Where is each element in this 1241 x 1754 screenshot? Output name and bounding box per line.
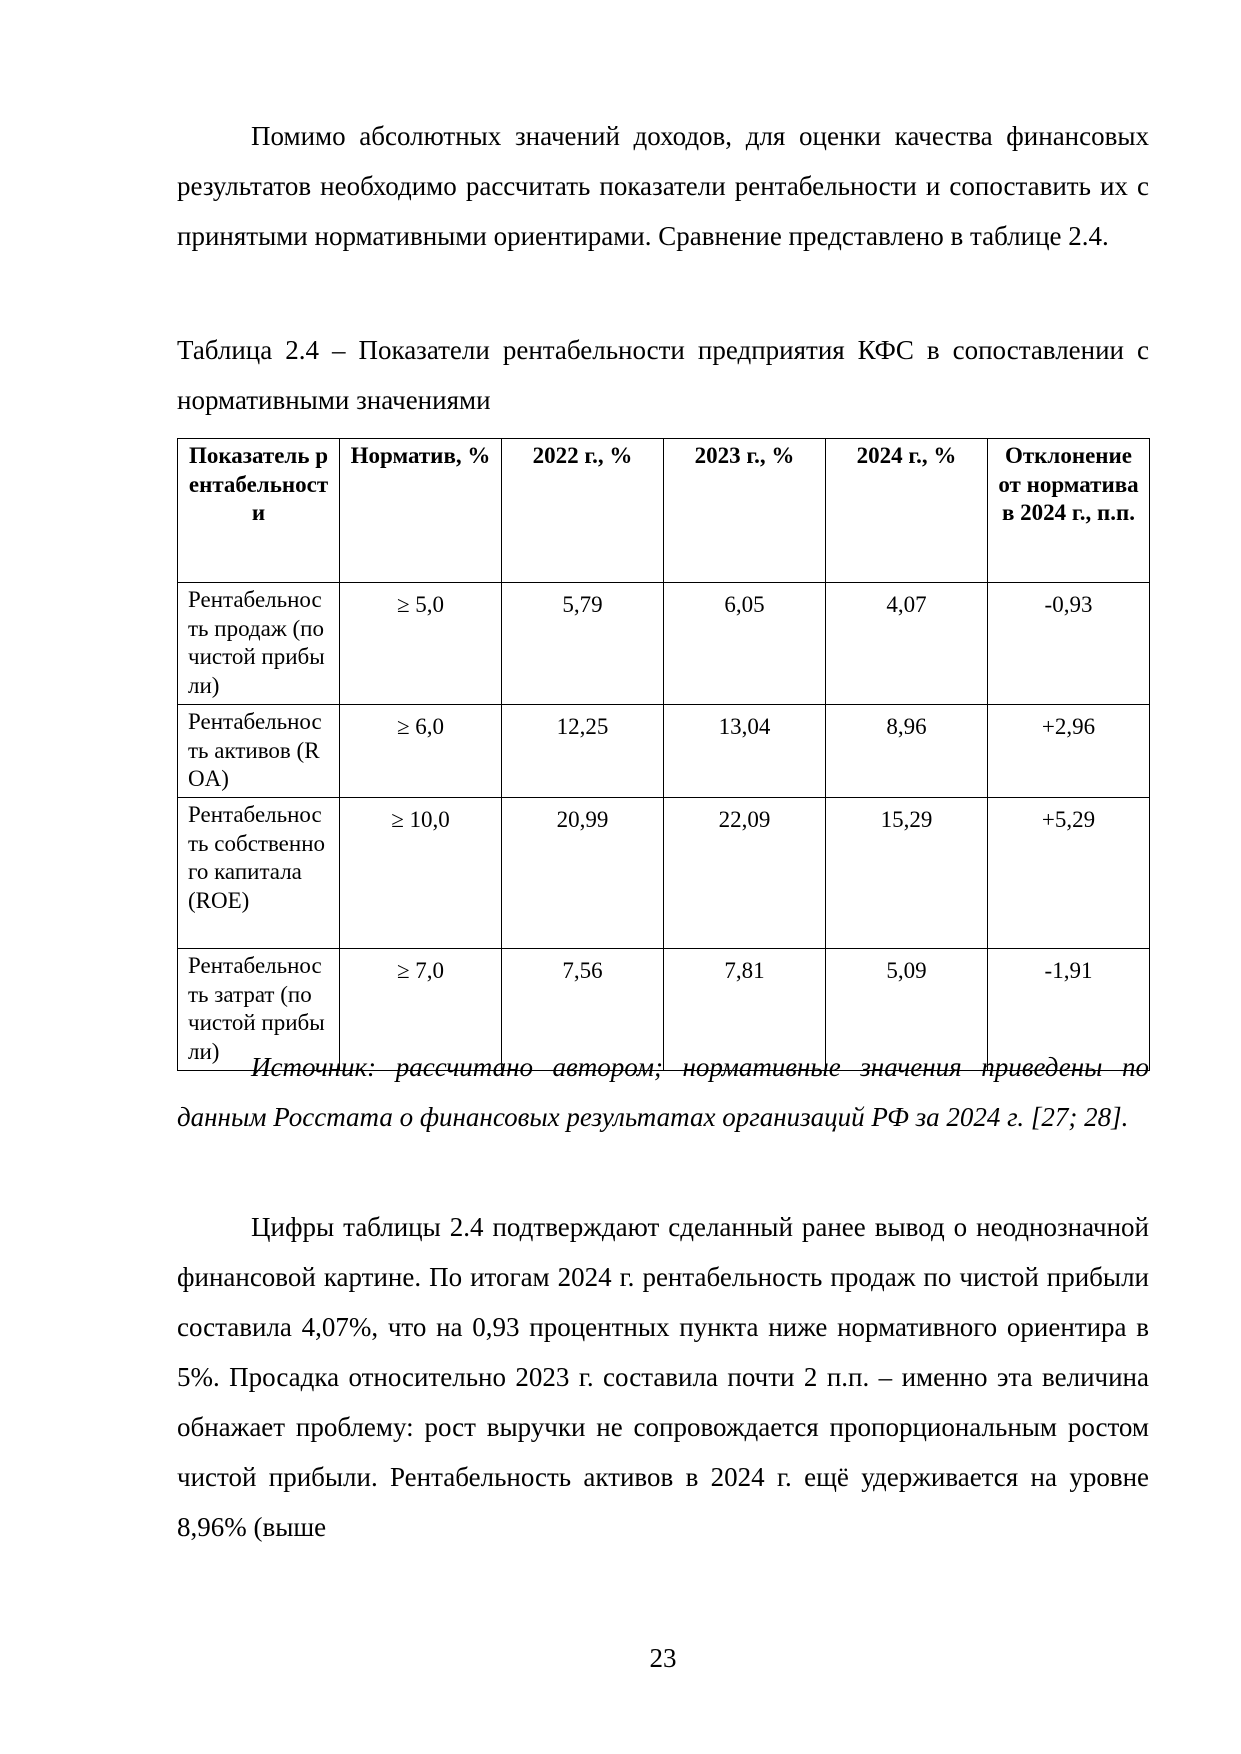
cell-deviation: -1,91 xyxy=(988,949,1150,1071)
cell-2023: 22,09 xyxy=(664,798,826,949)
table-row xyxy=(178,798,1150,949)
header-indicator: Показатель рентабельности xyxy=(178,439,340,583)
document-page xyxy=(177,0,1149,1754)
cell-norm: ≥ 10,0 xyxy=(340,798,502,949)
header-2023: 2023 г., % xyxy=(664,439,826,583)
cell-deviation: +2,96 xyxy=(988,705,1150,798)
cell-2022: 7,56 xyxy=(502,949,664,1071)
cell-indicator: Рентабельность активов (ROA) xyxy=(178,705,340,798)
header-2024: 2024 г., % xyxy=(826,439,988,583)
cell-deviation: -0,93 xyxy=(988,583,1150,705)
profitability-table xyxy=(177,438,1150,1071)
intro-paragraph: Помимо абсолютных значений доходов, для оценки качества финансовых результатов необходимо рассчитать показатели рентабельности и сопоставить их с принятыми нормативными ориентирами. Сравнение представлено в таблице 2.4. xyxy=(177,121,1149,251)
cell-indicator: Рентабельность продаж (по чистой прибыли) xyxy=(178,583,340,705)
table-row xyxy=(178,583,1150,705)
cell-2024: 5,09 xyxy=(826,949,988,1071)
cell-2022: 5,79 xyxy=(502,583,664,705)
cell-2024: 8,96 xyxy=(826,705,988,798)
conclusion-paragraph: Цифры таблицы 2.4 подтверждают сделанный ранее вывод о неоднозначной финансовой картине. По итогам 2024 г. рентабельность продаж по чистой прибыли составила 4,07%, что на 0,93 процентных пункта ниже нормативного ориентира в 5%. Просадка относительно 2023 г. составила почти 2 п.п. – именно эта величина обнажает проблему: рост выручки не сопровождается пропорциональным ростом чистой прибыли. Рентабельность активов в 2024 г. ещё удерживается на уровне 8,96% (выше xyxy=(177,1212,1149,1542)
table-row xyxy=(178,705,1150,798)
cell-deviation: +5,29 xyxy=(988,798,1150,949)
cell-2023: 6,05 xyxy=(664,583,826,705)
cell-2023: 13,04 xyxy=(664,705,826,798)
page-number: 23 xyxy=(649,1643,677,1673)
cell-indicator: Рентабельность затрат (по чистой прибыли) xyxy=(178,949,340,1071)
table-caption: Таблица 2.4 – Показатели рентабельности предприятия КФС в сопоставлении с нормативными значениями xyxy=(177,335,1149,415)
table-header-row xyxy=(178,439,1150,583)
cell-2022: 12,25 xyxy=(502,705,664,798)
table-source-note: Источник: рассчитано автором; нормативные значения приведены по данным Росстата о финансовых результатах организаций РФ за 2024 г. [27; 28]. xyxy=(177,1052,1149,1132)
cell-norm: ≥ 6,0 xyxy=(340,705,502,798)
header-deviation: Отклонение от норматива в 2024 г., п.п. xyxy=(988,439,1150,583)
cell-indicator: Рентабельность собственного капитала (ROE) xyxy=(178,798,340,949)
header-norm: Норматив, % xyxy=(340,439,502,583)
cell-norm: ≥ 7,0 xyxy=(340,949,502,1071)
cell-2024: 15,29 xyxy=(826,798,988,949)
cell-2022: 20,99 xyxy=(502,798,664,949)
cell-2023: 7,81 xyxy=(664,949,826,1071)
header-2022: 2022 г., % xyxy=(502,439,664,583)
cell-norm: ≥ 5,0 xyxy=(340,583,502,705)
cell-2024: 4,07 xyxy=(826,583,988,705)
